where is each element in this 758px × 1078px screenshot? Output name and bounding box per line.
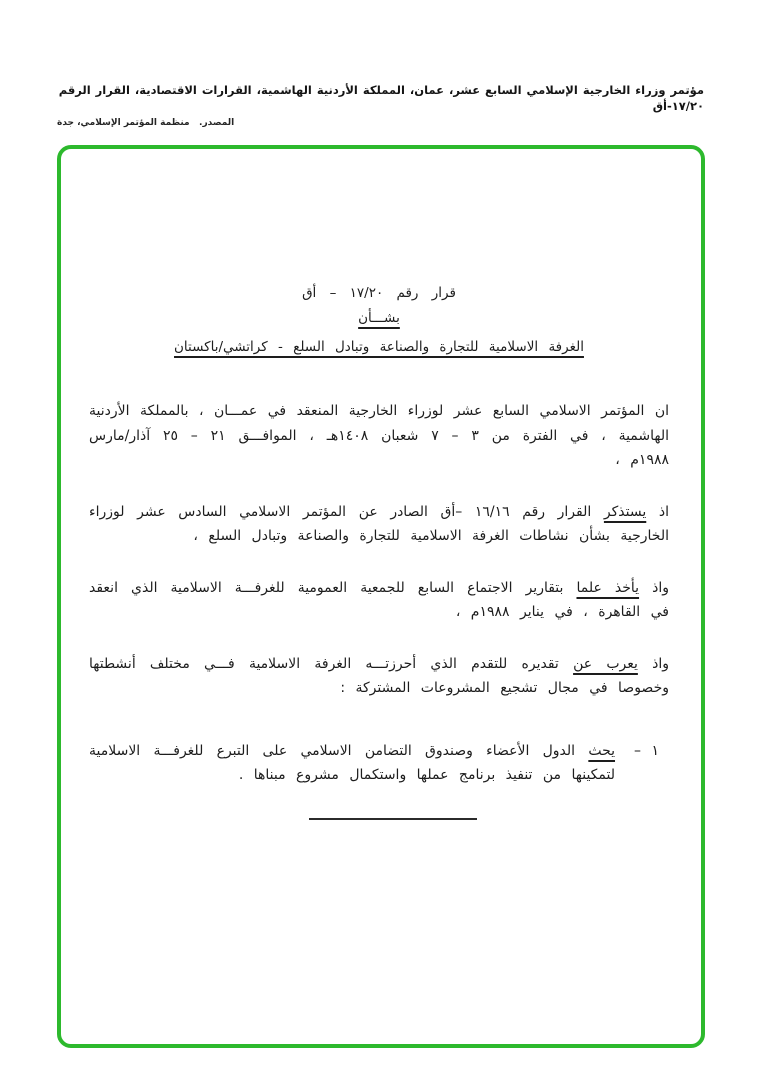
paragraph-text: القرار رقم ١٦/١٦ –أق الصادر عن المؤتمر الاسلامي السادس عشر لوزراء الخارجية بشأن نشاطات الغرفة الاسلامية للتجارة والصناعة وتبادل السلع ، — [89, 503, 669, 544]
paragraph-pre: اذ — [658, 503, 670, 520]
decision-subject-text: الغرفة الاسلامية للتجارة والصناعة وتبادل السلع - كراتشي/باكستان — [174, 339, 584, 355]
preamble-paragraph-4 — [89, 652, 669, 701]
decision-title: قرار رقم ١٧/٢٠ – أق — [302, 285, 456, 301]
item-text: الدول الأعضاء وصندوق التضامن الاسلامي على التبرع للغرفـــة الاسلامية لتمكينها من تنفيذ برنامج عملها واستكمال مشروع مبناها . — [89, 742, 615, 783]
preamble-paragraph-3 — [89, 576, 669, 625]
preamble-paragraph-1 — [89, 399, 669, 473]
scanned-document — [61, 149, 701, 1044]
preamble-paragraph-2 — [89, 500, 669, 549]
paragraph-pre: واذ — [652, 655, 669, 672]
decision-subtitle — [89, 310, 669, 326]
decision-subtitle-text: بشـــأن — [358, 310, 400, 326]
header-source: المصدر. منظمة المؤتمر الإسلامي، جدة — [57, 118, 235, 128]
scan-frame — [57, 145, 705, 1048]
paragraph-lead: يستذكر — [603, 503, 647, 520]
decision-subject — [89, 339, 669, 355]
item-lead: يحث — [588, 742, 616, 759]
paragraph-lead: يعرب عن — [573, 655, 638, 672]
paragraph-text: بتقارير الاجتماع السابع للجمعية العمومية للغرفـــة الاسلامية الذي انعقد في القاهرة ، في يناير ١٩٨٨م ، — [89, 579, 669, 620]
paragraph-pre: واذ — [652, 579, 669, 596]
paragraph-lead: يأخذ علما — [576, 579, 640, 596]
paragraph-text: المؤتمر الاسلامي السابع عشر لوزراء الخارجية المنعقد في عمـــان ، بالمملكة الأردنية الهاشمية ، في الفترة من ٣ – ٧ شعبان ١٤٠٨هـ ، الموافـــق ٢١ – ٢٥ آذار/مارس ١٩٨٨م ، — [89, 403, 670, 468]
paragraph-text: تقديره للتقدم الذي أحرزتـــه الغرفة الاسلامية فـــي مختلف أنشطتها وخصوصا في مجال تشجيع المشروعات المشتركة : — [89, 655, 669, 696]
item-number: ١ – — [634, 742, 659, 759]
header-citation: مؤتمر وزراء الخارجية الإسلامي السابع عشر، عمان، المملكة الأردنية الهاشمية، القرارات الاقتصادية، القرار الرقم ١٧/٢٠-أق — [58, 83, 704, 113]
paragraph-pre: ان — [654, 403, 670, 419]
operative-item-1 — [89, 739, 669, 788]
separator-rule — [309, 818, 477, 820]
item-body — [89, 739, 615, 788]
